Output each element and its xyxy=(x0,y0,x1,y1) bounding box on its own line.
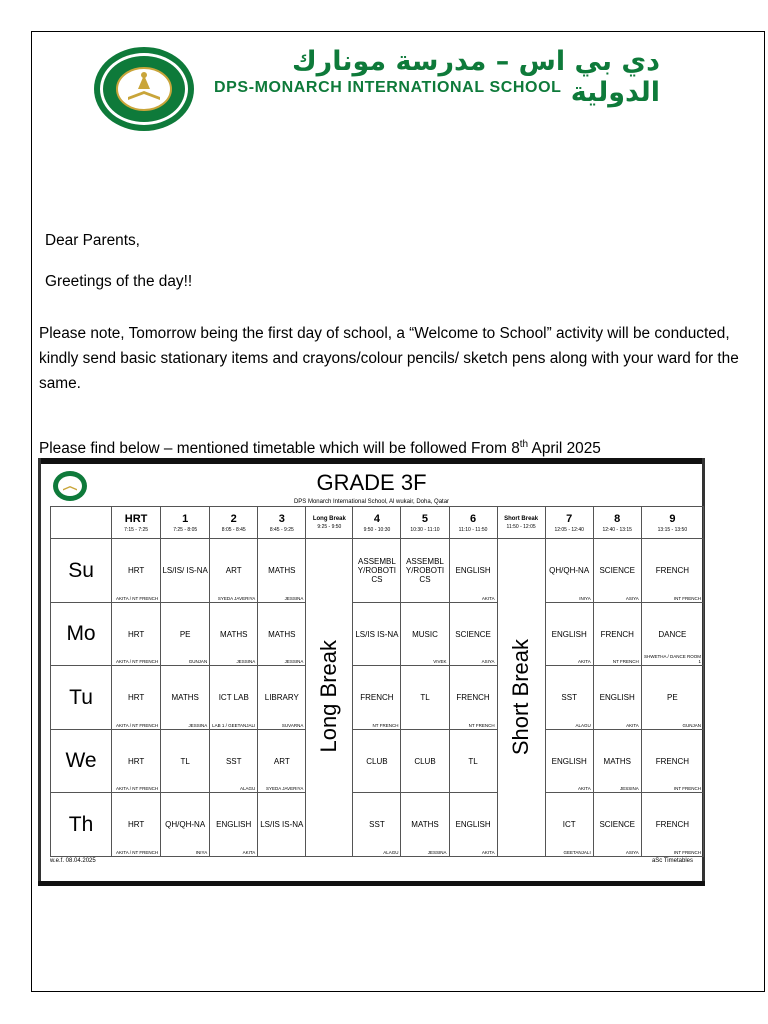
timetable-cell xyxy=(401,729,449,793)
school-logo xyxy=(92,45,196,133)
timetable-cell xyxy=(258,539,306,603)
timetable-cell xyxy=(112,539,161,603)
letter-salutation: Dear Parents, xyxy=(45,232,140,249)
subject-name: MATHS xyxy=(603,756,631,766)
teacher-name: ASIYA xyxy=(625,595,639,601)
teacher-name: INT FRENCH xyxy=(673,786,701,792)
period-time: 7:15 - 7:25 xyxy=(124,526,149,533)
teacher-name: AKITA xyxy=(626,722,639,728)
day-label: We xyxy=(65,749,97,773)
subject-name: ENGLISH xyxy=(599,693,635,703)
timetable-left-border xyxy=(38,458,41,886)
teacher-name: AKITA xyxy=(578,659,591,665)
period-label: 3 xyxy=(278,512,285,525)
timetable-cell xyxy=(210,793,258,857)
teacher-name: GUNJAN xyxy=(188,659,208,665)
subject-name: HRT xyxy=(127,566,145,576)
period-label: Short Break xyxy=(504,515,539,522)
timetable-cell xyxy=(210,539,258,603)
timetable-cell xyxy=(210,602,258,666)
timetable-cell xyxy=(401,602,449,666)
period-time: 7:25 - 8:05 xyxy=(173,526,198,533)
timetable-cell xyxy=(161,602,210,666)
period-header xyxy=(306,507,353,539)
period-time: 9:50 - 10:30 xyxy=(363,526,391,533)
period-time: 8:45 - 9:25 xyxy=(269,526,294,533)
teacher-name: AKITA / NT FRENCH xyxy=(116,722,159,728)
teacher-name: NT FRENCH xyxy=(468,722,495,728)
teacher-name: AKITA xyxy=(481,595,495,601)
teacher-name: NT FRENCH xyxy=(372,722,399,728)
period-header xyxy=(161,507,210,539)
timetable-cell xyxy=(449,729,497,793)
day-row xyxy=(51,729,704,793)
timetable-intro xyxy=(39,439,601,458)
subject-name: FRENCH xyxy=(655,820,690,830)
subject-name: SST xyxy=(225,756,242,766)
letter-body xyxy=(39,321,739,396)
subject-name: PE xyxy=(179,629,191,639)
subject-name: ENGLISH xyxy=(216,820,252,830)
subject-name: ICT xyxy=(562,820,576,830)
day-row xyxy=(51,539,704,603)
timetable-cell xyxy=(258,729,306,793)
period-time: 13:15 - 13:50 xyxy=(657,526,688,533)
day-label: Su xyxy=(68,558,94,582)
timetable-cell xyxy=(449,793,497,857)
subject-name: TL xyxy=(180,756,190,766)
subject-name: SST xyxy=(561,693,577,703)
teacher-name: AKITA xyxy=(578,786,591,792)
timetable-intro-suffix: April 2025 xyxy=(528,440,601,458)
school-name-english: DPS-MONARCH INTERNATIONAL SCHOOL xyxy=(214,79,562,96)
period-header xyxy=(449,507,497,539)
period-header xyxy=(258,507,306,539)
timetable-generator: aSc Timetables xyxy=(651,858,693,864)
timetable-cell xyxy=(161,539,210,603)
letter-greeting: Greetings of the day!! xyxy=(45,273,193,290)
timetable-cell xyxy=(593,729,641,793)
timetable-cell xyxy=(593,793,641,857)
timetable-cell xyxy=(112,729,161,793)
period-time: 12:40 - 13:15 xyxy=(602,526,632,533)
period-header xyxy=(641,507,703,539)
subject-name: CLUB xyxy=(366,756,388,766)
period-header xyxy=(353,507,401,539)
subject-name: ENGLISH xyxy=(551,629,587,639)
teacher-name: AKITA xyxy=(481,850,495,855)
day-row xyxy=(51,666,704,730)
period-header xyxy=(593,507,641,539)
subject-name: LS/IS/ IS-NA xyxy=(162,566,208,576)
timetable-intro-prefix: Please find below – mentioned timetable which will be followed From 8 xyxy=(39,440,520,458)
subject-name: QH/QH-NA xyxy=(549,566,590,576)
period-time: 11:10 - 11:50 xyxy=(458,526,488,533)
teacher-name: ALAGU xyxy=(240,786,256,792)
day-label: Th xyxy=(68,812,94,836)
period-header xyxy=(497,507,545,539)
letter-body-text: Please note, Tomorrow being the first day of school, a “Welcome to School” activity will be conducted, kindly send basic stationary items and crayons/colour pencils/ sketch pens along with your ward for the same. xyxy=(39,325,739,392)
timetable-top-border xyxy=(38,458,705,464)
teacher-name: JESSINA xyxy=(620,786,639,792)
subject-name: TL xyxy=(420,693,430,703)
period-header xyxy=(112,507,161,539)
timetable-cell xyxy=(161,793,210,857)
timetable-cell xyxy=(210,729,258,793)
subject-name: MATHS xyxy=(268,566,296,576)
period-label: 5 xyxy=(421,512,429,525)
subject-name: LS/IS IS-NA xyxy=(260,820,304,830)
timetable-cell xyxy=(112,793,161,857)
teacher-name: AKITA / NT FRENCH xyxy=(116,786,159,792)
subject-name: FRENCH xyxy=(456,693,490,703)
teacher-name: AKITA / NT FRENCH xyxy=(116,850,159,855)
teacher-name: JESSINA xyxy=(284,659,304,665)
subject-name: FRENCH xyxy=(600,629,634,639)
subject-name: QH/QH-NA xyxy=(165,820,206,830)
subject-name: MATHS xyxy=(171,693,199,703)
timetable-cell xyxy=(593,666,641,730)
period-header xyxy=(210,507,258,539)
period-label: 9 xyxy=(669,512,676,525)
teacher-name: SYEDA JAVERIYA xyxy=(217,595,256,601)
timetable-cell xyxy=(545,729,593,793)
timetable-title: GRADE 3F xyxy=(316,470,427,495)
timetable-cell xyxy=(401,666,449,730)
timetable-cell xyxy=(353,602,401,666)
teacher-name: VIVEK xyxy=(433,659,447,665)
teacher-name: SUVARNA xyxy=(281,722,304,728)
timetable-cell xyxy=(449,602,497,666)
period-label: 4 xyxy=(373,512,380,525)
teacher-name: INT FRENCH xyxy=(673,850,701,855)
long-break-label: Long Break xyxy=(316,640,342,753)
teacher-name: JESSINA xyxy=(284,595,304,601)
teacher-name: SYEDA JAVERIYA xyxy=(265,786,304,792)
teacher-name: ALAGU xyxy=(383,850,399,855)
subject-name: SCIENCE xyxy=(599,820,636,830)
timetable-cell xyxy=(641,602,703,666)
timetable-effective-date: w.e.f. 08.04.2025 xyxy=(50,858,96,864)
day-label-cell xyxy=(51,539,112,603)
timetable-cell xyxy=(593,602,641,666)
subject-name: SST xyxy=(369,820,385,830)
subject-name: ASSEMBL Y/ROBOTI CS xyxy=(357,557,397,585)
subject-name: FRENCH xyxy=(655,566,690,576)
timetable-cell xyxy=(258,602,306,666)
period-header xyxy=(401,507,449,539)
teacher-name: LAB 1 / GEETANJALI xyxy=(212,722,256,728)
day-row xyxy=(51,793,704,857)
subject-name: HRT xyxy=(127,629,145,639)
teacher-name: ASIYA xyxy=(625,850,639,855)
timetable-cell xyxy=(545,602,593,666)
teacher-name: JESSINA xyxy=(188,722,208,728)
teacher-name: SHWETHA / DANCE ROOM 1 xyxy=(643,654,701,665)
teacher-name: JESSINA xyxy=(236,659,256,665)
period-time: 10:30 - 11:10 xyxy=(410,526,440,533)
period-label: 7 xyxy=(566,512,573,525)
period-label: 8 xyxy=(614,512,621,525)
period-time: 9:25 - 9:50 xyxy=(317,523,342,530)
day-label-cell xyxy=(51,729,112,793)
timetable-cell xyxy=(210,666,258,730)
timetable-cell xyxy=(353,793,401,857)
timetable-cell xyxy=(641,793,703,857)
teacher-name: AKITA / NT FRENCH xyxy=(116,595,159,601)
period-label: Long Break xyxy=(312,515,346,522)
subject-name: ENGLISH xyxy=(455,820,491,830)
day-label: Tu xyxy=(69,685,93,709)
subject-name: DANCE xyxy=(658,629,687,639)
period-label: HRT xyxy=(124,512,148,525)
timetable-cell xyxy=(401,793,449,857)
period-label: 2 xyxy=(230,512,237,525)
day-label-cell xyxy=(51,666,112,730)
teacher-name: JESSINA xyxy=(427,850,447,855)
teacher-name: ASIYA xyxy=(481,659,495,665)
subject-name: HRT xyxy=(127,693,145,703)
teacher-name: AKITA / NT FRENCH xyxy=(116,659,159,665)
subject-name: SCIENCE xyxy=(599,566,636,576)
subject-name: ENGLISH xyxy=(455,566,491,576)
subject-name: PE xyxy=(667,693,678,703)
timetable-intro-sup: th xyxy=(519,439,529,450)
day-label-cell xyxy=(51,602,112,666)
period-label: 6 xyxy=(469,512,477,525)
timetable-cell xyxy=(449,539,497,603)
long-break-column xyxy=(306,539,353,857)
teacher-name: INIYA xyxy=(579,595,591,601)
timetable-cell xyxy=(401,539,449,603)
timetable-cell xyxy=(545,793,593,857)
subject-name: MUSIC xyxy=(412,629,438,639)
short-break-column xyxy=(497,539,545,857)
teacher-name: INIYA xyxy=(195,850,208,855)
timetable-cell xyxy=(641,729,703,793)
timetable-cell xyxy=(545,666,593,730)
timetable-cell xyxy=(161,666,210,730)
subject-name: HRT xyxy=(127,820,145,830)
subject-name: MATHS xyxy=(268,629,296,639)
teacher-name: GEETANJALI xyxy=(563,850,591,855)
short-break-label: Short Break xyxy=(508,638,534,755)
teacher-name: GUNJAN xyxy=(682,722,701,728)
timetable-cell xyxy=(449,666,497,730)
subject-name: LS/IS IS-NA xyxy=(355,629,399,639)
subject-name: TL xyxy=(468,756,478,766)
subject-name: CLUB xyxy=(414,756,436,766)
day-label: Mo xyxy=(66,622,96,646)
subject-name: LIBRARY xyxy=(264,693,299,703)
subject-name: ICT LAB xyxy=(218,693,249,703)
teacher-name: AKITA xyxy=(242,850,256,855)
timetable-cell xyxy=(545,539,593,603)
timetable-cell xyxy=(641,666,703,730)
timetable-cell xyxy=(112,666,161,730)
subject-name: MATHS xyxy=(220,629,248,639)
timetable-subtitle: DPS Monarch International School, Al wukair, Doha, Qatar xyxy=(293,499,450,505)
timetable-cell xyxy=(258,793,306,857)
timetable-cell xyxy=(353,666,401,730)
timetable-cell xyxy=(353,539,401,603)
timetable-cell xyxy=(641,539,703,603)
period-time: 11:50 - 12:05 xyxy=(506,523,536,530)
timetable-image xyxy=(38,458,705,888)
subject-name: FRENCH xyxy=(655,756,690,766)
subject-name: MATHS xyxy=(411,820,439,830)
timetable-cell xyxy=(593,539,641,603)
timetable-cell xyxy=(258,666,306,730)
header-corner-cell xyxy=(51,507,112,539)
period-header xyxy=(545,507,593,539)
day-label-cell xyxy=(51,793,112,857)
timetable-grid xyxy=(50,506,704,857)
timetable-bottom-border xyxy=(38,881,705,886)
subject-name: ART xyxy=(225,566,242,576)
subject-name: HRT xyxy=(127,756,145,766)
period-time: 8:05 - 8:45 xyxy=(221,526,246,533)
timetable-cell xyxy=(353,729,401,793)
subject-name: ASSEMBL Y/ROBOTI CS xyxy=(405,557,445,585)
subject-name: ENGLISH xyxy=(551,756,587,766)
subject-name: SCIENCE xyxy=(455,629,491,639)
timetable-cell xyxy=(112,602,161,666)
teacher-name: INT FRENCH xyxy=(673,595,701,601)
timetable-cell xyxy=(161,729,210,793)
school-name-arabic: دي بي اس – مدرسة مونارك الدولية xyxy=(291,46,660,108)
subject-name: FRENCH xyxy=(360,693,394,703)
day-row xyxy=(51,602,704,666)
teacher-name: ALAGU xyxy=(575,722,591,728)
period-header-row xyxy=(51,507,704,539)
period-label: 1 xyxy=(182,512,189,525)
period-time: 12:05 - 12:40 xyxy=(554,526,584,533)
teacher-name: NT FRENCH xyxy=(612,659,639,665)
subject-name: ART xyxy=(273,756,290,766)
